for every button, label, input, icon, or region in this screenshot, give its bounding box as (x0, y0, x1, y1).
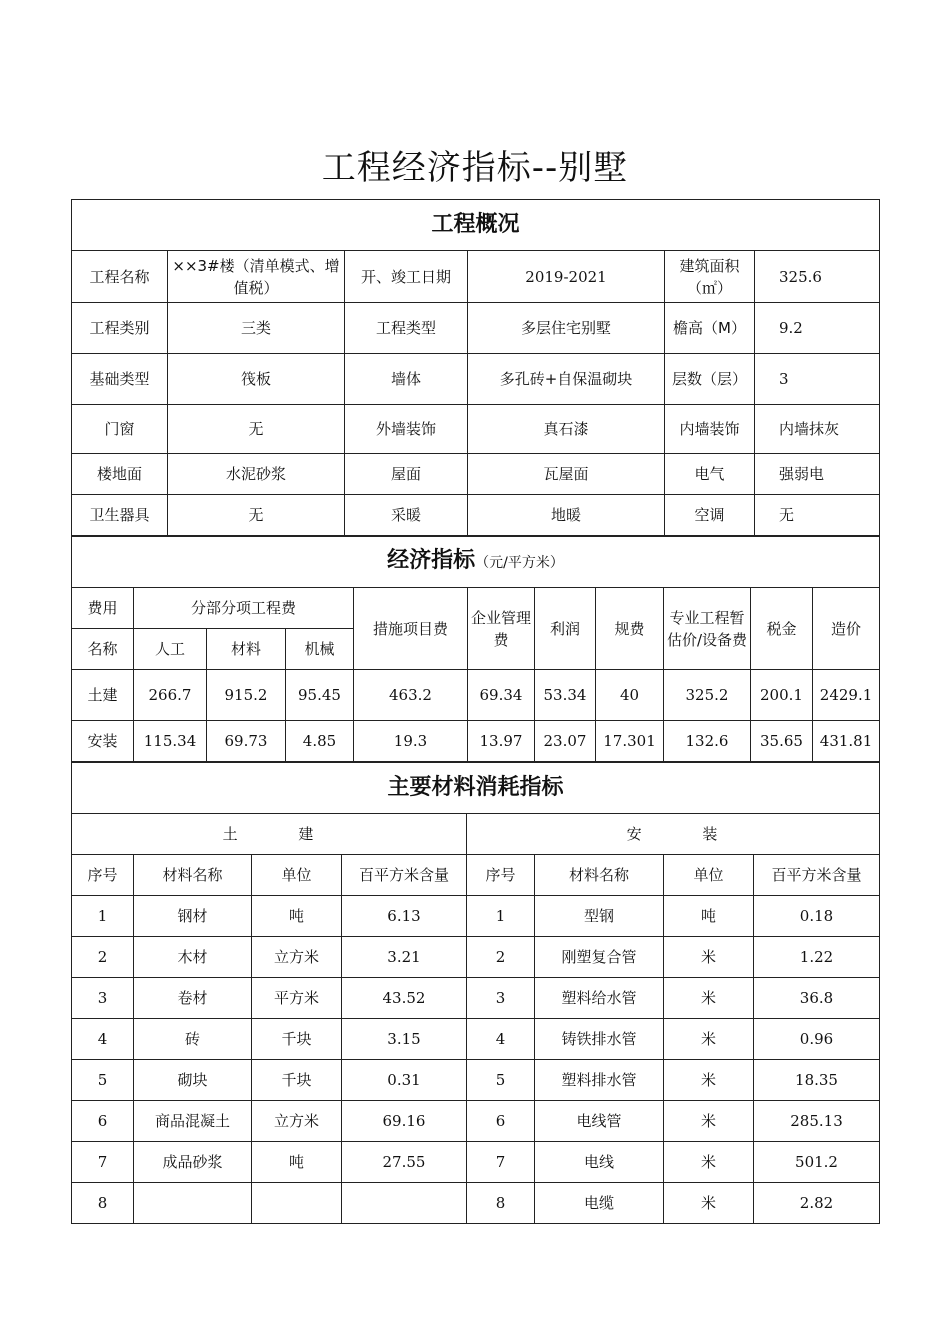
overview-value: 强弱电 (755, 454, 880, 495)
economic-value: 95.45 (286, 670, 354, 721)
overview-value: 筏板 (168, 354, 345, 405)
overview-value: 三类 (168, 303, 345, 354)
overview-row (72, 405, 880, 454)
economic-value: 200.1 (751, 670, 813, 721)
materials-column-header: 材料名称 (134, 855, 252, 896)
table-row (72, 1183, 880, 1224)
overview-label: 楼地面 (72, 454, 168, 495)
install-unit: 米 (664, 1060, 754, 1101)
overview-value: 无 (168, 495, 345, 536)
economic-value: 35.65 (751, 721, 813, 762)
table-row (72, 1060, 880, 1101)
civil-unit: 立方米 (252, 937, 342, 978)
economic-table (71, 536, 880, 762)
materials-column-header: 材料名称 (535, 855, 664, 896)
overview-value: 多层住宅别墅 (468, 303, 665, 354)
civil-label: 土 建 (72, 814, 467, 855)
table-row (72, 1142, 880, 1183)
civil-qty: 6.13 (342, 896, 467, 937)
civil-seq: 3 (72, 978, 134, 1019)
install-material: 刚塑复合管 (535, 937, 664, 978)
economic-value: 115.34 (134, 721, 207, 762)
header-mgmt: 企业管理费 (468, 588, 535, 670)
overview-label: 内墙装饰 (665, 405, 755, 454)
install-qty: 285.13 (754, 1101, 880, 1142)
header-regfee: 规费 (596, 588, 664, 670)
economic-value: 17.301 (596, 721, 664, 762)
overview-value: 真石漆 (468, 405, 665, 454)
economic-value: 69.73 (207, 721, 286, 762)
economic-value: 19.3 (354, 721, 468, 762)
economic-value: 53.34 (535, 670, 596, 721)
civil-qty: 0.31 (342, 1060, 467, 1101)
install-unit: 米 (664, 978, 754, 1019)
overview-value: 9.2 (755, 303, 880, 354)
install-qty: 18.35 (754, 1060, 880, 1101)
overview-value: 瓦屋面 (468, 454, 665, 495)
materials-column-header: 百平方米含量 (342, 855, 467, 896)
overview-row (72, 303, 880, 354)
table-row (72, 1101, 880, 1142)
materials-column-header: 单位 (252, 855, 342, 896)
install-qty: 501.2 (754, 1142, 880, 1183)
overview-row (72, 495, 880, 536)
civil-seq: 6 (72, 1101, 134, 1142)
civil-unit: 吨 (252, 896, 342, 937)
civil-qty: 27.55 (342, 1142, 467, 1183)
overview-label: 开、竣工日期 (345, 251, 468, 303)
install-seq: 5 (467, 1060, 535, 1101)
table-row (72, 978, 880, 1019)
economic-row-label: 安装 (72, 721, 134, 762)
overview-label: 门窗 (72, 405, 168, 454)
civil-material: 钢材 (134, 896, 252, 937)
overview-value: 无 (168, 405, 345, 454)
overview-row (72, 354, 880, 405)
economic-row-label: 土建 (72, 670, 134, 721)
materials-table (71, 762, 880, 1224)
overview-value: 内墙抹灰 (755, 405, 880, 454)
header-profit: 利润 (535, 588, 596, 670)
overview-value: 多孔砖+自保温砌块 (468, 354, 665, 405)
civil-unit: 千块 (252, 1060, 342, 1101)
materials-column-header: 百平方米含量 (754, 855, 880, 896)
header-material: 材料 (207, 629, 286, 670)
overview-label: 基础类型 (72, 354, 168, 405)
install-material: 电线管 (535, 1101, 664, 1142)
header-cost: 造价 (813, 588, 880, 670)
economic-value: 23.07 (535, 721, 596, 762)
civil-material (134, 1183, 252, 1224)
materials-column-header: 单位 (664, 855, 754, 896)
overview-label: 采暖 (345, 495, 468, 536)
civil-seq: 8 (72, 1183, 134, 1224)
civil-seq: 4 (72, 1019, 134, 1060)
civil-unit: 平方米 (252, 978, 342, 1019)
install-seq: 7 (467, 1142, 535, 1183)
overview-value: 2019-2021 (468, 251, 665, 303)
civil-material: 砌块 (134, 1060, 252, 1101)
install-material: 塑料排水管 (535, 1060, 664, 1101)
economic-row (72, 670, 880, 721)
install-qty: 36.8 (754, 978, 880, 1019)
economic-value: 4.85 (286, 721, 354, 762)
overview-value: 3 (755, 354, 880, 405)
civil-qty (342, 1183, 467, 1224)
overview-label: 墙体 (345, 354, 468, 405)
economic-value: 463.2 (354, 670, 468, 721)
page-title: 工程经济指标--别墅 (321, 148, 629, 188)
materials-header-row (72, 855, 880, 896)
overview-heading: 工程概况 (72, 200, 880, 251)
table-row (72, 1019, 880, 1060)
economic-value: 2429.1 (813, 670, 880, 721)
install-material: 电缆 (535, 1183, 664, 1224)
civil-unit: 千块 (252, 1019, 342, 1060)
table-row (72, 896, 880, 937)
economic-row (72, 721, 880, 762)
header-name: 名称 (72, 629, 134, 670)
civil-material: 木材 (134, 937, 252, 978)
overview-value: 水泥砂浆 (168, 454, 345, 495)
civil-qty: 43.52 (342, 978, 467, 1019)
install-label: 安 装 (467, 814, 880, 855)
install-qty: 1.22 (754, 937, 880, 978)
economic-unit: （元/平方米） (475, 555, 564, 571)
overview-value: ××3#楼（清单模式、增值税） (168, 251, 345, 303)
install-material: 塑料给水管 (535, 978, 664, 1019)
install-qty: 2.82 (754, 1183, 880, 1224)
install-material: 型钢 (535, 896, 664, 937)
materials-column-header: 序号 (467, 855, 535, 896)
civil-unit: 吨 (252, 1142, 342, 1183)
overview-label: 建筑面积（㎡） (665, 251, 755, 303)
header-labor: 人工 (134, 629, 207, 670)
install-unit: 米 (664, 1101, 754, 1142)
civil-qty: 3.21 (342, 937, 467, 978)
civil-seq: 2 (72, 937, 134, 978)
install-unit: 米 (664, 1142, 754, 1183)
overview-label: 檐高（M） (665, 303, 755, 354)
header-measures: 措施项目费 (354, 588, 468, 670)
header-sub-items: 分部分项工程费 (134, 588, 354, 629)
install-seq: 3 (467, 978, 535, 1019)
overview-label: 电气 (665, 454, 755, 495)
economic-value: 40 (596, 670, 664, 721)
civil-material: 商品混凝土 (134, 1101, 252, 1142)
header-fee: 费用 (72, 588, 134, 629)
civil-qty: 3.15 (342, 1019, 467, 1060)
overview-row (72, 454, 880, 495)
header-provisional: 专业工程暂估价/设备费 (664, 588, 751, 670)
overview-label: 外墙装饰 (345, 405, 468, 454)
install-unit: 吨 (664, 896, 754, 937)
economic-value: 431.81 (813, 721, 880, 762)
civil-material: 成品砂浆 (134, 1142, 252, 1183)
overview-label: 工程类别 (72, 303, 168, 354)
table-row (72, 937, 880, 978)
install-unit: 米 (664, 1183, 754, 1224)
civil-seq: 1 (72, 896, 134, 937)
overview-label: 工程类型 (345, 303, 468, 354)
civil-seq: 5 (72, 1060, 134, 1101)
install-seq: 1 (467, 896, 535, 937)
header-machine: 机械 (286, 629, 354, 670)
install-qty: 0.18 (754, 896, 880, 937)
install-unit: 米 (664, 1019, 754, 1060)
overview-label: 卫生器具 (72, 495, 168, 536)
install-material: 铸铁排水管 (535, 1019, 664, 1060)
civil-unit: 立方米 (252, 1101, 342, 1142)
install-seq: 4 (467, 1019, 535, 1060)
overview-label: 层数（层） (665, 354, 755, 405)
economic-value: 266.7 (134, 670, 207, 721)
economic-heading-text: 经济指标 (387, 548, 476, 573)
materials-heading: 主要材料消耗指标 (72, 763, 880, 814)
indicator-sheet (71, 199, 879, 1224)
economic-value: 132.6 (664, 721, 751, 762)
install-seq: 2 (467, 937, 535, 978)
overview-row (72, 251, 880, 303)
header-tax: 税金 (751, 588, 813, 670)
civil-material: 砖 (134, 1019, 252, 1060)
civil-seq: 7 (72, 1142, 134, 1183)
overview-label: 工程名称 (72, 251, 168, 303)
economic-value: 69.34 (468, 670, 535, 721)
install-seq: 8 (467, 1183, 535, 1224)
economic-heading (72, 537, 880, 588)
overview-value: 无 (755, 495, 880, 536)
install-seq: 6 (467, 1101, 535, 1142)
economic-value: 325.2 (664, 670, 751, 721)
install-unit: 米 (664, 937, 754, 978)
civil-material: 卷材 (134, 978, 252, 1019)
materials-column-header: 序号 (72, 855, 134, 896)
overview-value: 325.6 (755, 251, 880, 303)
civil-unit (252, 1183, 342, 1224)
economic-value: 13.97 (468, 721, 535, 762)
economic-value: 915.2 (207, 670, 286, 721)
overview-label: 空调 (665, 495, 755, 536)
overview-value: 地暖 (468, 495, 665, 536)
install-qty: 0.96 (754, 1019, 880, 1060)
overview-label: 屋面 (345, 454, 468, 495)
overview-table (71, 199, 880, 536)
install-material: 电线 (535, 1142, 664, 1183)
civil-qty: 69.16 (342, 1101, 467, 1142)
